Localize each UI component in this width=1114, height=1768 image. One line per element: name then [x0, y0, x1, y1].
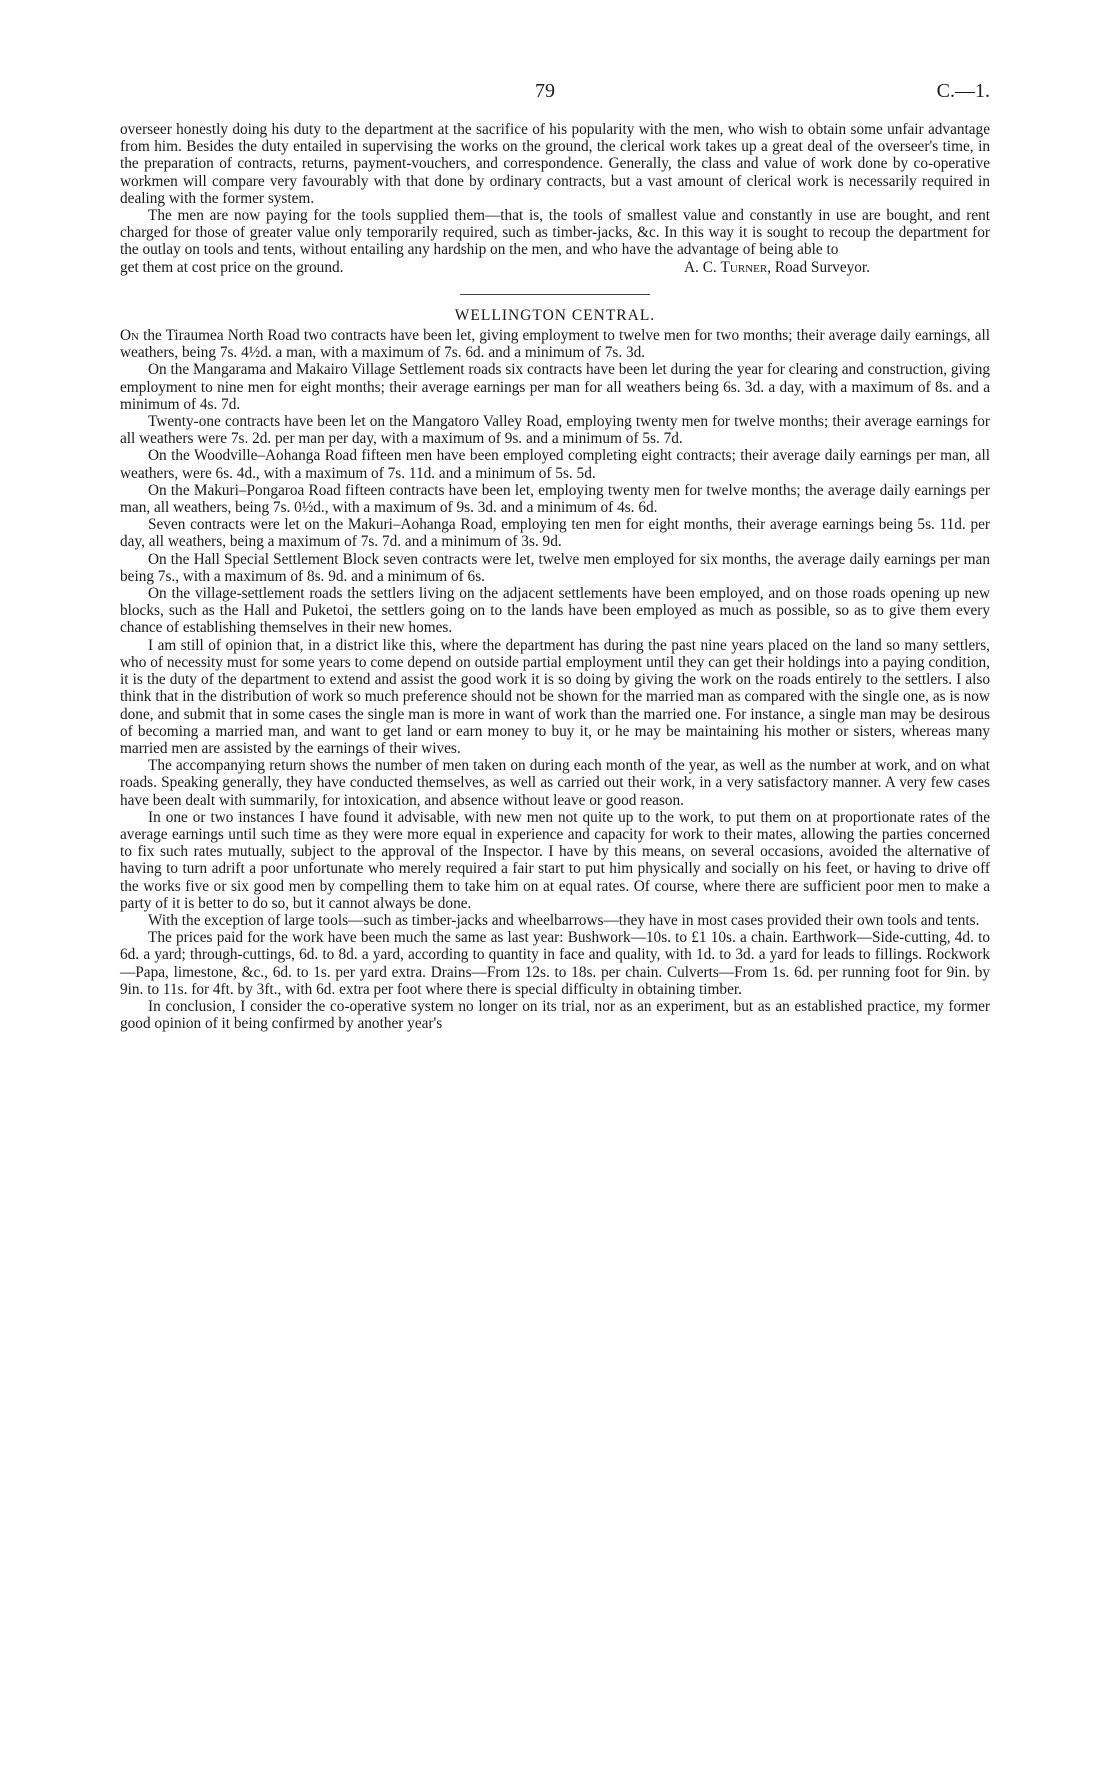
section-paragraph: The accompanying return shows the number of men taken on during each month of the year, as well as the number at work, and on what roads. Speaking generally, they have conducted themselves, as well as carried out their work, in a very satisfactory manner. A very few cases have been dealt with summarily, for intoxication, and absence without leave or good reason. — [120, 757, 990, 809]
section-paragraph: Twenty-one contracts have been let on the Mangatoro Valley Road, employing twenty men for twelve months; their average earnings for all weathers were 7s. 2d. per man per day, with a maximum of 9s. and a minimum of 5s. 7d. — [120, 413, 990, 448]
signature-name: Turner — [720, 258, 768, 276]
section-paragraph: With the exception of large tools—such as timber-jacks and wheelbarrows—they have in most cases provided their own tools and tents. — [148, 911, 980, 929]
signature-initials: A. C. — [684, 258, 721, 276]
section-paragraph: On the Hall Special Settlement Block seven contracts were let, twelve men employed for six months, the average daily earnings per man being 7s., with a maximum of 8s. 9d. and a minimum of 6s. — [120, 550, 990, 585]
signature — [684, 259, 990, 276]
intro-paragraph-2 — [120, 207, 990, 259]
page-number: 79 — [535, 80, 555, 102]
page-header — [120, 80, 990, 110]
section-first-word: On — [120, 327, 139, 345]
section-paragraph: I am still of opinion that, in a district like this, where the department has during the past nine years placed on the land so many settlers, who of necessity must for some years to come depend on outside partial employment until they can get their holdings into a paying condition, it is the duty of the department to extend and assist the good work it is so doing by giving the work on the roads entirely to the settlers. I also think that in the distribution of work so much preference should not be shown for the married man as compared with the single one, as is now done, and submit that in some cases the single man is more in want of work than the married one. For instance, a single man may be desirous of becoming a married man, and want to get land or earn money to buy it, or he may be maintaining his mother or sisters, whereas many married men are assisted by the earnings of their wives. — [120, 636, 990, 757]
section-paragraph: In one or two instances I have found it advisable, with new men not quite up to the work, to put them on at proportionate rates of the average earnings until such time as they were more equal in experience and capacity for work to their mates, allowing the parties concerned to fix such rates mutually, subject to the approval of the Inspector. I have by this means, on several occasions, avoided the alternative of having to turn adrift a poor unfortunate who merely required a fair start to put him physically and socially on his feet, or having to drive off the works five or six good men by compelling them to take him on at equal rates. Of course, where there are sufficient poor men to make a party of it is better to do so, but it cannot always be done. — [120, 808, 990, 912]
section-paragraph: On the Woodville–Aohanga Road fifteen men have been employed completing eight contracts; their average daily earnings per man, all weathers, were 6s. 4d., with a maximum of 7s. 11d. and a minimum of 5s. 5d. — [120, 447, 990, 482]
document-code: C.—1. — [936, 80, 990, 102]
section-heading: WELLINGTON CENTRAL. — [454, 306, 656, 324]
signature-title: , Road Surveyor. — [767, 258, 870, 276]
intro-paragraph-2-last-line: get them at cost price on the ground. — [120, 258, 344, 276]
section-paragraph: On the village-settlement roads the settlers living on the adjacent settlements have been employed, and on those roads opening up new blocks, such as the Hall and Puketoi, the settlers going on to the lands have been employed as much as possible, so as to give them every chance of establishing themselves in their new homes. — [120, 585, 990, 637]
body-text — [120, 121, 990, 1032]
section-paragraph-first — [120, 327, 990, 361]
section-paragraph: On the Makuri–Pongaroa Road fifteen contracts have been let, employing twenty men for twelve months; the average daily earnings per man, all weathers, being 7s. 0½d., with a maximum of 9s. 3d. and a minimum of 4s. 6d. — [120, 481, 990, 517]
section-paragraph: The prices paid for the work have been much the same as last year: Bushwork—10s. to £1 10s. a chain. Earthwork—Side-cutting, 4d. to 6d. a yard; through-cuttings, 6d. to 8d. a yard, according to quantity in face and quality, with 1d. to 3d. a yard for leads to fillings. Rockwork—Papa, limestone, &c., 6d. to 1s. per yard extra. Drains—From 12s. to 18s. per chain. Culverts—From 1s. 6d. per running foot for 9in. by 9in. to 11s. for 4ft. by 3ft., with 6d. extra per foot where there is special difficulty in obtaining timber. — [120, 929, 990, 998]
section-paragraph: Seven contracts were let on the Makuri–Aohanga Road, employing ten men for eight months, their average earnings being 5s. 11d. per day, all weathers, being a maximum of 7s. 7d. and a minimum of 3s. 9d. — [120, 516, 990, 551]
section-paragraph: On the Mangarama and Makairo Village Settlement roads six contracts have been let during the year for clearing and construction, giving employment to nine men for eight months; their average earnings per man for all weathers being 6s. 3d. a day, with a maximum of 8s. and a minimum of 4s. 7d. — [120, 361, 990, 413]
section-first-paragraph-text: the Tiraumea North Road two contracts have been let, giving employment to twelve men for two months; their average daily earnings, all weathers, being 7s. 4½d. a man, with a maximum of 7s. 6d. and a minimum of 7s. 3d. — [120, 327, 990, 362]
intro-paragraph-1: overseer honestly doing his duty to the department at the sacrifice of his popularity with the men, who wish to obtain some unfair advantage from him. Besides the duty entailed in supervising the works on the ground, the clerical work takes up a great deal of the overseer's time, in the preparation of contracts, returns, payment-vouchers, and correspondence. Generally, the class and value of work done by co-operative workmen will compare very favourably with that done by ordinary contracts, but a vast amount of clerical work is necessarily required in dealing with the former system. — [120, 121, 990, 207]
signature-line — [120, 259, 990, 276]
intro-paragraph-2-text: The men are now paying for the tools supplied them—that is, the tools of smallest value and constantly in use are bought, and rent charged for those of greater value only temporarily required, such as timber-jacks, &c. In this way it is sought to recoup the department for the outlay on tools and tents, without entailing any hardship on the men, and who have the advantage of being able to — [120, 207, 990, 259]
section-divider — [460, 294, 650, 295]
section-paragraph: In conclusion, I consider the co-operative system no longer on its trial, nor as an experiment, but as an established practice, my former good opinion of it being confirmed by another year's — [120, 997, 990, 1033]
